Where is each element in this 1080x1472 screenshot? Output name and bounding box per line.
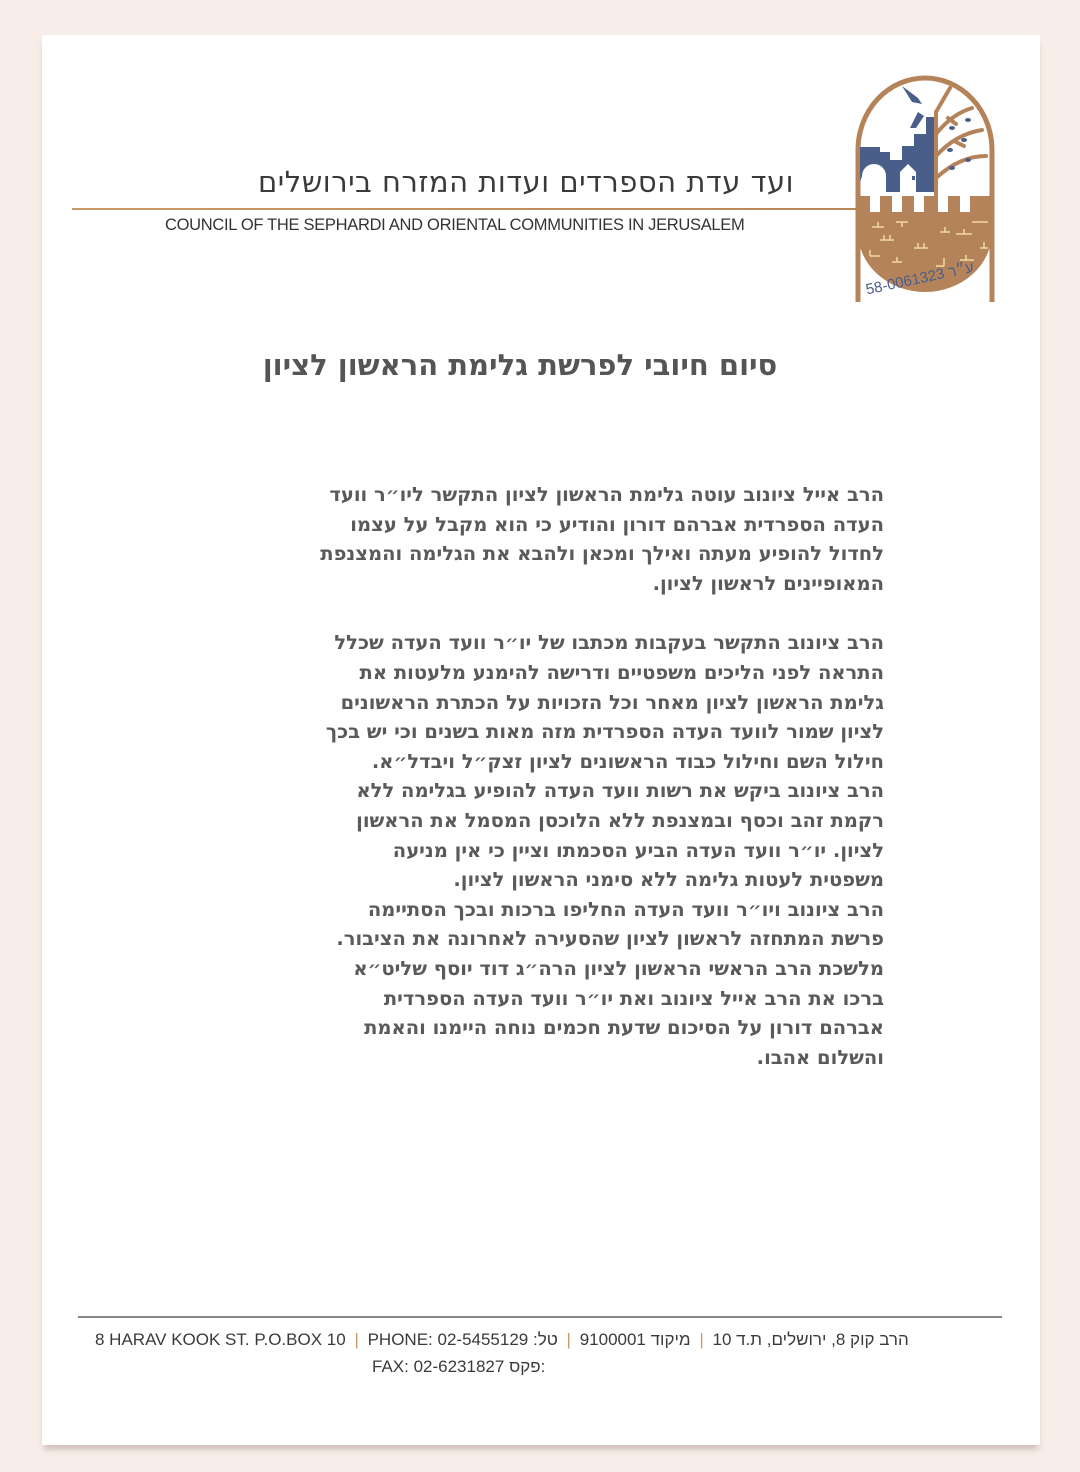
letter-body	[184, 480, 884, 1102]
body-line: גלימת הראשון לציון מאחר וכל הזכויות על הכתרת הראשונים	[340, 690, 884, 714]
footer-address-hebrew: הרב קוק 8, ירושלים, ת.ד 10	[712, 1330, 909, 1349]
body-line: הרב ציונוב התקשר בעקבות מכתבו של יו״ר וועד העדה שכלל	[334, 631, 884, 655]
body-line: לחדול להופיע מעתה ואילך ומכאן ולהבא את הגלימה והמצנפת	[320, 542, 884, 566]
body-line: רקמת זהב וכסף ובמצנפת ללא הלוכסן המסמל את הראשון	[356, 808, 884, 832]
body-line: והשלום אהבו.	[756, 1045, 884, 1069]
footer-separator: |	[354, 1330, 359, 1349]
footer-phone: PHONE: 02-5455129	[367, 1330, 529, 1349]
paragraph-2	[184, 628, 884, 1072]
body-line: הרב ציונוב ביקש את רשות וועד העדה להופיע בגלימה ללא	[356, 779, 884, 803]
body-line: המאופיינים לראשון לציון.	[652, 571, 884, 595]
org-name-english: COUNCIL OF THE SEPHARDI AND ORIENTAL COMMUNITIES IN JERUSALEM	[165, 216, 745, 234]
body-line: אברהם דורון על הסיכום שדעת חכמים נוחה היימנו והאמת	[364, 1016, 884, 1040]
paragraph-1	[184, 480, 884, 598]
footer-contact-line	[95, 1330, 995, 1350]
footer-phone-hebrew-label: טל:	[532, 1330, 558, 1349]
registration-label: ע״ר	[946, 258, 976, 281]
footer-postal-code-label: מיקוד	[650, 1330, 691, 1349]
body-line: העדה הספרדית אברהם דורון והודיע כי הוא מקבל על עצמו	[350, 512, 884, 536]
body-line: הרב אייל ציונוב עוטה גלימת הראשון לציון התקשר ליו״ר וועד	[329, 483, 884, 506]
footer-divider	[78, 1316, 1002, 1318]
body-line: התראה לפני הליכים משפטיים ודרישה להימנע מלעטות את	[359, 660, 884, 684]
footer-address-english: 8 HARAV KOOK ST. P.O.BOX 10	[95, 1330, 346, 1349]
footer-separator: |	[566, 1330, 571, 1349]
body-line: לציון. יו״ר וועד העדה הביע הסכמתו וציין כי אין מניעה	[392, 838, 884, 862]
body-line: משפטית לעטות גלימה ללא סימני הראשון לציון.	[453, 868, 884, 892]
body-line: פרשת המתחזה לראשון לציון שהסעירה לאחרונה את הציבור.	[336, 927, 884, 951]
org-name-hebrew: ועד עדת הספרדים ועדות המזרח בירושלים	[258, 165, 794, 199]
footer-fax: FAX: 02-6231827	[372, 1357, 505, 1376]
body-line: לציון שמור לוועד העדה הספרדית מזה מאות בשנים וכי יש בכך	[325, 720, 884, 744]
registration-number-value: 58-0061323	[864, 265, 947, 299]
footer-separator: |	[699, 1330, 704, 1349]
document-title: סיום חיובי לפרשת גלימת הראשון לציון	[262, 348, 778, 382]
footer-fax-line	[372, 1357, 545, 1377]
letterhead-divider	[72, 208, 872, 210]
footer-fax-hebrew-label: פקס:	[509, 1357, 546, 1376]
footer-postal-code: 9100001	[579, 1330, 646, 1349]
body-line: הרב ציונוב ויו״ר וועד העדה החליפו ברכות ובכך הסתיימה	[367, 897, 884, 921]
body-line: חילול השם וחילול כבוד הראשונים לציון זצק״ל ויבדל״א.	[371, 749, 884, 773]
body-line: ברכו את הרב אייל ציונוב ואת יו״ר וועד העדה הספרדית	[383, 986, 884, 1010]
body-line: מלשכת הרב הראשי הראשון לציון הרה״ג דוד יוסף שליט״א	[353, 956, 884, 980]
